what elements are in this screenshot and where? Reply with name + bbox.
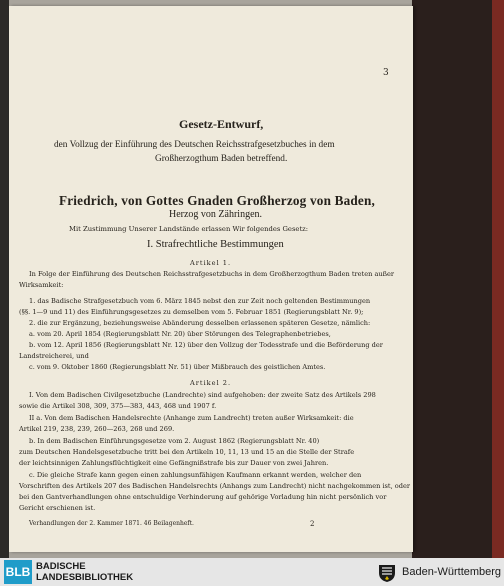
signature-mark: 2 bbox=[310, 520, 315, 528]
article-1-line: Landstreicherei, und bbox=[19, 352, 89, 360]
page-number: 3 bbox=[383, 68, 389, 78]
article-1-line: Wirksamkeit: bbox=[19, 281, 64, 289]
article-2-line: Artikel 219, 238, 239, 260—263, 268 und 269. bbox=[19, 425, 175, 433]
article-1-line: 2. die zur Ergänzung, beziehungsweise Abänderung desselben erlassenen späteren Gesetze, nämlich: bbox=[29, 319, 371, 327]
article-2-line: zum Deutschen Handelsgesetzbuche tritt bei den Artikeln 10, 11, 13 und 15 an die Stelle der Strafe bbox=[19, 448, 355, 456]
enactment-clause: Mit Zustimmung Unserer Landstände erlassen Wir folgendes Gesetz: bbox=[69, 225, 309, 233]
article-1-line: c. vom 9. Oktober 1860 (Regierungsblatt Nr. 51) über Mißbrauch des geistlichen Amtes. bbox=[29, 363, 326, 371]
document-title: Gesetz-Entwurf, bbox=[179, 117, 264, 131]
blb-logo[interactable]: BLB bbox=[4, 560, 32, 584]
article-2-line: Gericht erschienen ist. bbox=[19, 504, 96, 512]
article-1-line: a. vom 20. April 1854 (Regierungsblatt Nr. 20) über Störungen des Telegraphenbetriebes, bbox=[29, 330, 331, 338]
article-2-line: I. Von dem Badischen Civilgesetzbuche (Landrechte) sind aufgehoben: der zweite Satz des Artikels 298 bbox=[29, 391, 376, 399]
sovereign-title: Friedrich, von Gottes Gnaden Großherzog von Baden, bbox=[59, 193, 376, 208]
book-spine bbox=[0, 0, 9, 558]
library-name-line1: BADISCHE bbox=[36, 561, 86, 572]
article-1-line: In Folge der Einführung des Deutschen Reichsstrafgesetzbuchs in dem Großherzogthum Baden treten außer bbox=[29, 270, 395, 278]
section-title: I. Strafrechtliche Bestimmungen bbox=[147, 239, 284, 250]
article-2-line: sowie die Artikel 308, 309, 375—383, 443, 468 und 1907 f. bbox=[19, 402, 217, 410]
book-edge bbox=[412, 0, 504, 558]
library-footer-bar bbox=[0, 558, 504, 586]
sovereign-subtitle: Herzog von Zähringen. bbox=[169, 209, 263, 220]
document-page bbox=[9, 6, 413, 552]
article-1-line: b. vom 12. April 1856 (Regierungsblatt Nr. 12) über den Vollzug der Todesstrafe und die Beförderung der bbox=[29, 341, 383, 349]
article-2-heading: Artikel 2. bbox=[190, 379, 232, 387]
baden-wuerttemberg-crest-icon bbox=[376, 561, 398, 583]
article-2-line: b. In dem Badischen Einführungsgesetze vom 2. August 1862 (Regierungsblatt Nr. 40) bbox=[29, 437, 320, 445]
article-2-line: bei den Gantverhandlungen ohne entschuldige Verhinderung auf gehörige Vorladung hin nicht persönlich vor bbox=[19, 493, 387, 501]
article-2-line: Vorschriften des Artikels 207 des Badischen Handelsrechts (Anhangs zum Landrecht) nicht nachgekommen ist, oder bbox=[19, 482, 411, 490]
article-1-line: 1. das Badische Strafgesetzbuch vom 6. März 1845 nebst den zur Zeit noch geltenden Bestimmungen bbox=[29, 297, 371, 305]
library-name[interactable] bbox=[36, 561, 133, 583]
article-2-line: II a. Von dem Badischen Handelsrechte (Anhange zum Landrecht) treten außer Wirksamkeit: die bbox=[29, 414, 354, 422]
document-subtitle-line1: den Vollzug der Einführung des Deutschen Reichsstrafgesetzbuches in dem bbox=[54, 140, 335, 150]
library-name-line2: LANDESBIBLIOTHEK bbox=[36, 572, 134, 583]
article-2-line: der leichtsinnigen Zahlungsflüchtigkeit eine Gefängnißstrafe bis zur Dauer von zwei Jahren. bbox=[19, 459, 329, 467]
page-footer-note: Verhandlungen der 2. Kammer 1871. 46 Beilagenheft. bbox=[29, 520, 194, 527]
state-name[interactable]: Baden-Württemberg bbox=[402, 566, 502, 578]
article-2-line: c. Die gleiche Strafe kann gegen einen zahlungsunfähigen Kaufmann erkannt werden, welcher den bbox=[29, 471, 362, 479]
article-1-heading: Artikel 1. bbox=[190, 259, 232, 267]
book-edge-red bbox=[492, 0, 504, 558]
document-subtitle-line2: Großherzogthum Baden betreffend. bbox=[155, 154, 288, 164]
article-1-line: (§§. 1—9 und 11) des Einführungsgesetzes zu demselben vom 5. Februar 1851 (Regierungsblatt Nr. 9); bbox=[19, 308, 364, 316]
